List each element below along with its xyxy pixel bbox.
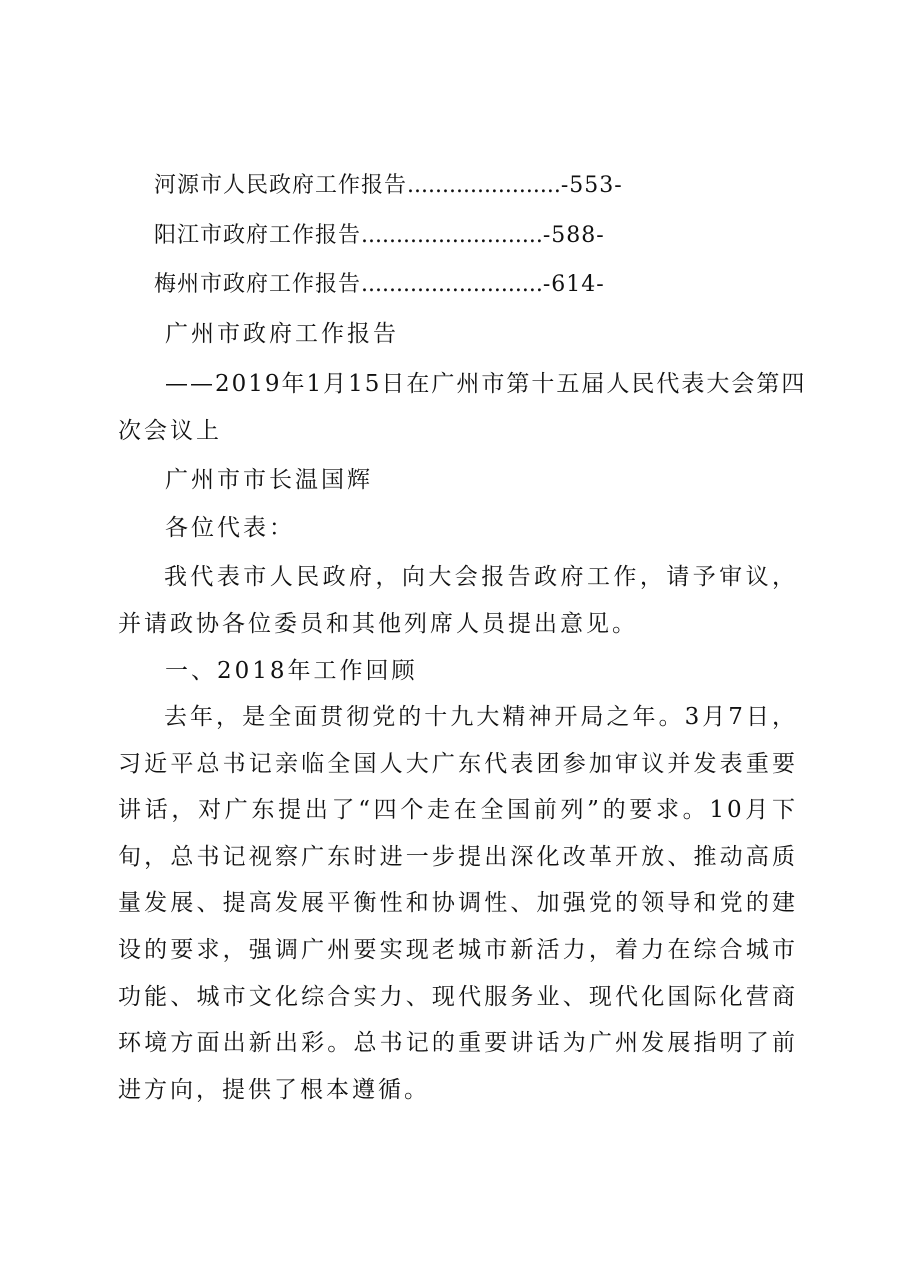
subtitle-line-2: 次会议上 (118, 418, 222, 444)
subtitle-line-1: ——2019年1月15日在广州市第十五届人民代表大会第四 (165, 371, 807, 397)
toc-entry-leader: .......................... (361, 223, 543, 248)
toc-entry-title: 河源市人民政府工作报告 (154, 173, 408, 198)
section-heading: 一、2018年工作回顾 (165, 658, 418, 684)
document-heading: 广州市政府工作报告 (165, 321, 399, 347)
intro-paragraph: 我代表市人民政府，向大会报告政府工作，请予审议，并请政协各位委员和其他列席人员提出意见。 (118, 564, 798, 637)
toc-entry[interactable] (154, 171, 623, 201)
body-paragraph: 去年，是全面贯彻党的十九大精神开局之年。3月7日，习近平总书记亲临全国人大广东代表团参加审议并发表重要讲话，对广东提出了“四个走在全国前列”的要求。10月下旬，总书记视察广东时进一步提出深化改革开放、推动高质量发展、提高发展平衡性和协调性、加强党的领导和党的建设的要求，强调广州要实现老城市新活力，着力在综合城市功能、城市文化综合实力、现代服务业、现代化国际化营商环境方面出新出彩。总书记的重要讲话为广州发展指明了前进方向，提供了根本遵循。 (118, 704, 798, 1103)
toc-entry-page: -614- (542, 272, 605, 297)
toc-entry-title: 阳江市政府工作报告 (154, 223, 362, 248)
toc-entry-title: 梅州市政府工作报告 (154, 272, 362, 297)
toc-entry[interactable] (154, 270, 605, 300)
speaker-line: 广州市市长温国辉 (165, 467, 373, 493)
toc-entry-page: -553- (560, 173, 623, 198)
toc-entry-page: -588- (542, 223, 605, 248)
salutation: 各位代表： (165, 515, 295, 541)
toc-entry-leader: ...................... (407, 173, 561, 198)
toc-entry-leader: .......................... (361, 272, 543, 297)
toc-entry[interactable] (154, 221, 605, 251)
